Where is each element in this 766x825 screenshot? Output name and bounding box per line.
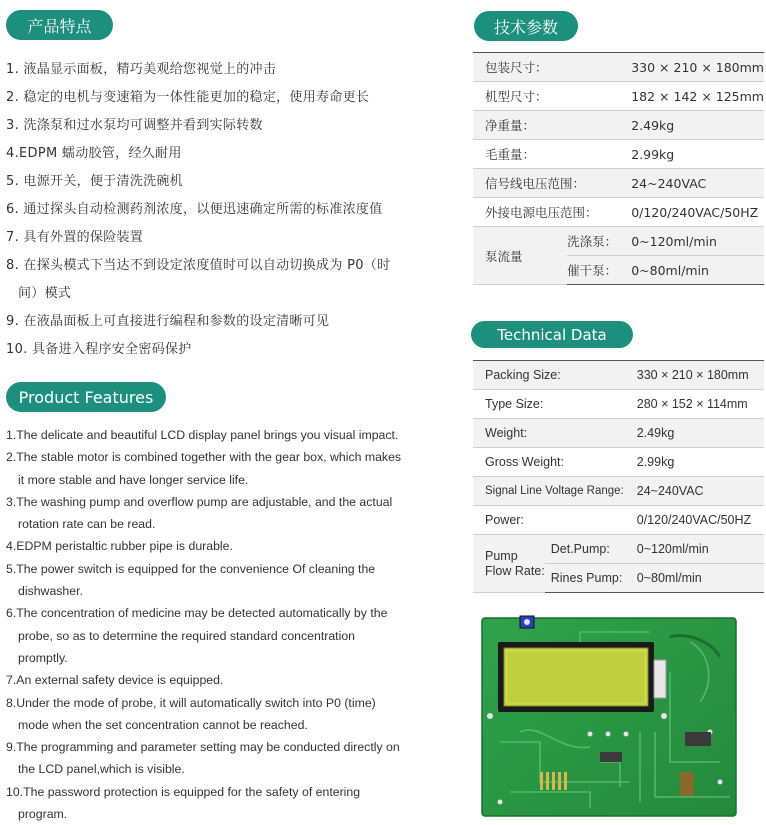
flow-sub-label: Rines Pump: [545,564,625,593]
zh-feature-item: 3. 洗涤泵和过水泵均可调整并看到实际转数 [6,118,263,133]
spec-value: 0/120/240VAC/50HZ [625,506,764,535]
en-features-title: Product Features [6,382,166,412]
table-row [473,140,764,169]
table-row [473,111,764,140]
en-feature-item: 9.The programming and parameter setting may be conducted directly on [6,740,400,755]
spec-value: 0~120ml/min [619,227,764,256]
zh-feature-item: 7. 具有外置的保险装置 [6,230,144,245]
flow-label [473,535,545,593]
table-row [473,535,764,564]
table-row [473,477,764,506]
table-row [473,419,764,448]
spec-label: 机型尺寸： [473,82,619,111]
en-feature-item: 5.The power switch is equipped for the convenience Of cleaning the [6,561,376,576]
en-feature-item: 6.The concentration of medicine may be detected automatically by the [6,606,388,621]
spec-label: 毛重量： [473,140,619,169]
zh-spec-table [473,52,764,285]
spec-label: Packing Size: [473,361,625,390]
spec-label: 外接电源电压范围： [473,198,619,227]
en-spec-title: Technical Data [471,321,633,348]
table-row [473,82,764,111]
en-feature-item-continued: it more stable and have longer service life. [18,472,249,487]
spec-value: 0~80ml/min [619,256,764,285]
table-row [473,227,764,256]
spec-value: 182 × 142 × 125mm [619,82,764,111]
spec-value: 0~80ml/min [625,564,764,593]
spec-label: Weight: [473,419,625,448]
zh-feature-item: 9. 在液晶面板上可直接进行编程和参数的设定清晰可见 [6,314,330,329]
zh-features-title: 产品特点 [6,10,113,40]
en-feature-item: 2.The stable motor is combined together with the gear box, which makes [6,450,402,465]
zh-feature-item: 6. 通过探头自动检测药剂浓度，以便迅速确定所需的标准浓度值 [6,202,383,217]
flow-label-line2: Flow Rate: [485,563,545,578]
zh-feature-item: 10. 具备进入程序安全密码保护 [6,342,192,357]
zh-feature-item: 8. 在探头模式下当达不到设定浓度值时可以自动切换成为 P0（时 [6,258,391,273]
spec-value: 0~120ml/min [625,535,764,564]
zh-feature-item: 4.EDPM 蠕动胶管，经久耐用 [6,146,182,161]
en-feature-item: 3.The washing pump and overflow pump are adjustable, and the actual [6,494,393,509]
en-feature-item: 7.An external safety device is equipped. [6,673,224,688]
spec-value: 2.49kg [619,111,764,140]
flow-label-line1: Pump [485,548,518,563]
spec-label: Signal Line Voltage Range: [473,477,625,506]
en-feature-item-continued: mode when the set concentration cannot be reached. [18,717,308,732]
flow-label: 泵流量 [473,227,567,285]
pcb-board-image [480,612,738,818]
flow-sub-label: 洗涤泵： [567,227,619,256]
en-feature-item-continued: promptly. [18,650,68,665]
spec-label: 包装尺寸： [473,53,619,82]
en-feature-item: 4.EDPM peristaltic rubber pipe is durable. [6,539,233,554]
table-row [473,448,764,477]
en-feature-item: 10.The password protection is equipped for the safety of entering [6,784,361,799]
spec-label: Gross Weight: [473,448,625,477]
spec-label: 净重量： [473,111,619,140]
spec-value: 2.99kg [625,448,764,477]
spec-value: 2.99kg [619,140,764,169]
flow-sub-label: Det.Pump: [545,535,625,564]
en-features-list [6,424,424,825]
spec-value: 330 × 210 × 180mm [625,361,764,390]
en-feature-item-continued: rotation rate can be read. [18,517,156,532]
table-row [473,169,764,198]
table-row [473,390,764,419]
spec-label: Power: [473,506,625,535]
spec-value: 24~240VAC [625,477,764,506]
spec-value: 330 × 210 × 180mm [619,53,764,82]
zh-feature-item: 5. 电源开关，便于清洗洗碗机 [6,174,184,189]
en-feature-item-continued: the LCD panel,which is visible. [18,762,185,777]
zh-feature-item: 1. 液晶显示面板，精巧美观给您视觉上的冲击 [6,62,277,77]
spec-label: 信号线电压范围： [473,169,619,198]
zh-feature-item: 2. 稳定的电机与变速箱为一体性能更加的稳定，使用寿命更长 [6,90,370,105]
table-row [473,198,764,227]
table-row [473,506,764,535]
zh-features-list [6,56,446,364]
spec-value: 24~240VAC [619,169,764,198]
zh-feature-item-continued: 间）模式 [18,286,72,301]
en-feature-item-continued: dishwasher. [18,584,83,599]
table-row [473,53,764,82]
spec-value: 0/120/240VAC/50HZ [619,198,764,227]
spec-label: Type Size: [473,390,625,419]
en-feature-item: 1.The delicate and beautiful LCD display panel brings you visual impact. [6,428,399,442]
en-feature-item: 8.Under the mode of probe, it will automatically switch into P0 (time) [6,695,376,710]
spec-value: 2.49kg [625,419,764,448]
en-feature-item-continued: program. [18,807,68,822]
spec-value: 280 × 152 × 114mm [625,390,764,419]
en-spec-table [473,360,764,593]
flow-sub-label: 催干泵： [567,256,619,285]
table-row [473,361,764,390]
zh-spec-title: 技术参数 [474,11,578,41]
en-feature-item-continued: probe, so as to determine the required standard concentration [18,628,356,643]
